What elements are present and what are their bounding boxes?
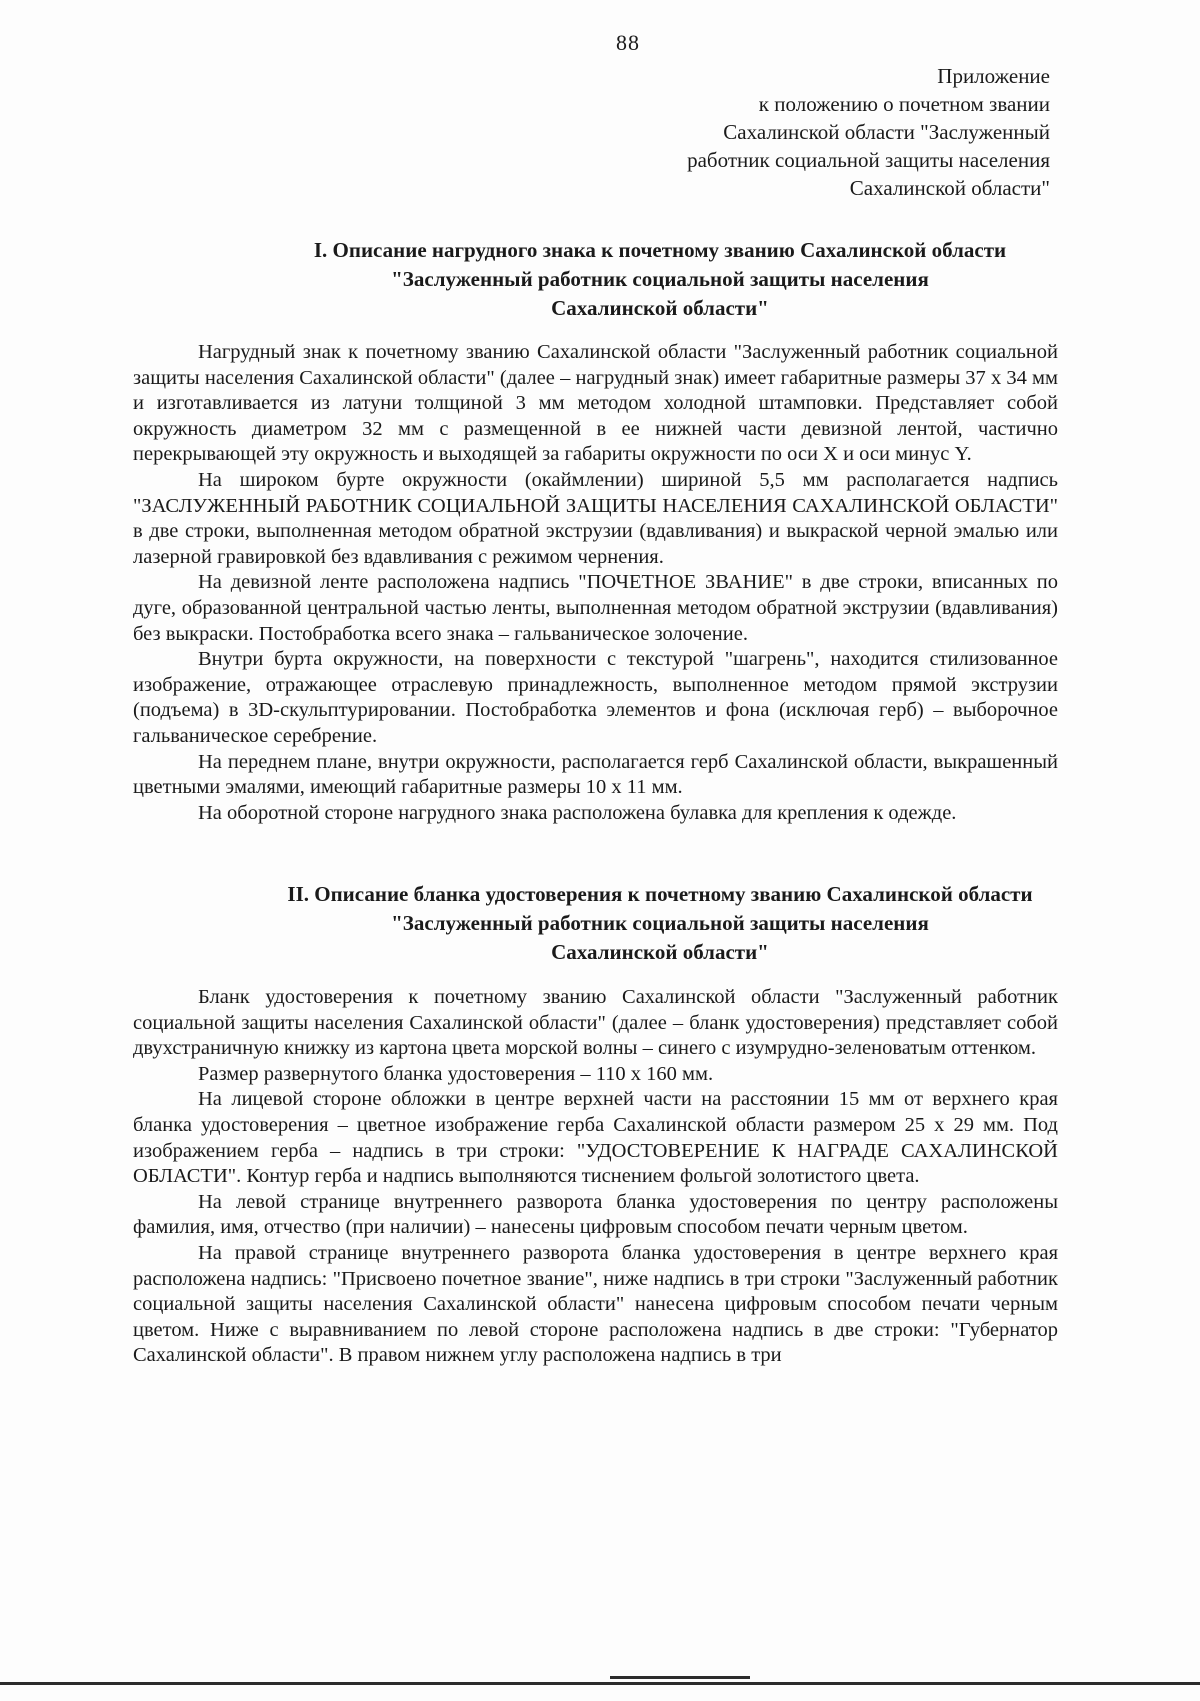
page-number: 88 — [616, 30, 640, 55]
paragraph: Внутри бурта окружности, на поверхности с текстурой "шагрень", находится стилизованное изображение, отражающее отраслевую принадлежность, выполненное методом прямой экструзии (подъема) в 3D-скульптурировании. Постобработка элементов и фона (исключая герб) – выборочное гальваническое серебрение. — [133, 648, 1058, 747]
paragraph: Нагрудный знак к почетному званию Сахалинской области "Заслуженный работник социальной защиты населения Сахалинской области" (далее – нагрудный знак) имеет габаритные размеры 37 х 34 мм и изготавливается из латуни толщиной 3 мм методом холодной штамповки. Представляет собой окружность диаметром 32 мм с размещенной в ее нижней части девизной лентой, частично перекрывающей эту окружность и выходящей за габариты окружности по оси X и оси минус Y. — [133, 341, 1058, 466]
paragraph: На переднем плане, внутри окружности, располагается герб Сахалинской области, выкрашенный цветными эмалями, имеющий габаритные размеры 10 х 11 мм. — [133, 750, 1058, 799]
section-1-body — [133, 340, 1058, 826]
appendix-line: работник социальной защиты населения — [687, 148, 1050, 172]
paragraph: Бланк удостоверения к почетному званию Сахалинской области "Заслуженный работник социальной защиты населения Сахалинской области" (далее – бланк удостоверения) представляет собой двухстраничную книжку из картона цвета морской волны – синего с изумрудно-зеленоватым оттенком. — [133, 986, 1058, 1060]
appendix-line: Сахалинской области "Заслуженный — [723, 120, 1050, 144]
appendix-line: Сахалинской области" — [849, 176, 1050, 200]
appendix-line: Приложение — [937, 64, 1050, 88]
paragraph: Размер развернутого бланка удостоверения – 110 х 160 мм. — [198, 1062, 714, 1085]
paragraph: На девизной ленте расположена надпись "ПОЧЕТНОЕ ЗВАНИЕ" в две строки, вписанных по дуге, образованной центральной частью ленты, выполненная методом обратной экструзии (вдавливания) без выкраски. Постобработка всего знака – гальваническое золочение. — [133, 571, 1058, 645]
paragraph: На широком бурте окружности (окаймлении) шириной 5,5 мм располагается надпись "ЗАСЛУЖЕННЫЙ РАБОТНИК СОЦИАЛЬНОЙ ЗАЩИТЫ НАСЕЛЕНИЯ САХАЛИНСКОЙ ОБЛАСТИ" в две строки, выполненная методом обратной экструзии (вдавливания) и выкраской черной эмалью или лазерной гравировкой без вдавливания с режимом чернения. — [133, 468, 1058, 568]
heading-line: "Заслуженный работник социальной защиты населения — [391, 267, 929, 291]
heading-line: I. Описание нагрудного знака к почетному званию Сахалинской области — [313, 238, 1007, 262]
heading-line: II. Описание бланка удостоверения к почетному званию Сахалинской области — [287, 882, 1033, 906]
heading-line: Сахалинской области" — [551, 940, 769, 964]
paragraph: На лицевой стороне обложки в центре верхней части на расстоянии 15 мм от верхнего края бланка удостоверения – цветное изображение герба Сахалинской области размером 25 х 29 мм. Под изображением герба – надпись в три строки: "УДОСТОВЕРЕНИЕ К НАГРАДЕ САХАЛИНСКОЙ ОБЛАСТИ". Контур герба и надпись выполняются тиснением фольгой золотистого цвета. — [133, 1088, 1058, 1188]
paragraph: На оборотной стороне нагрудного знака расположена булавка для крепления к одежде. — [198, 801, 957, 824]
section-2-heading — [160, 880, 1160, 967]
scan-edge-mark — [610, 1676, 750, 1679]
section-1-heading — [160, 236, 1160, 323]
section-2-body — [133, 985, 1058, 1369]
appendix-note — [530, 62, 1050, 202]
heading-line: Сахалинской области" — [551, 296, 769, 320]
scan-bottom-edge — [0, 1682, 1200, 1685]
appendix-line: к положению о почетном звании — [758, 92, 1050, 116]
paragraph: На правой странице внутреннего разворота бланка удостоверения в центре верхнего края расположена надпись: "Присвоено почетное звание", ниже надпись в три строки "Заслуженный работник социальной защиты населения Сахалинской области" нанесена цифровым способом печати черным цветом. Ниже с выравниванием по левой стороне расположена надпись в две строки: "Губернатор Сахалинской области". В правом нижнем углу расположена надпись в три — [133, 1241, 1058, 1367]
paragraph: На левой странице внутреннего разворота бланка удостоверения по центру расположены фамилия, имя, отчество (при наличии) – нанесены цифровым способом печати черным цветом. — [133, 1190, 1058, 1239]
heading-line: "Заслуженный работник социальной защиты населения — [391, 911, 929, 935]
